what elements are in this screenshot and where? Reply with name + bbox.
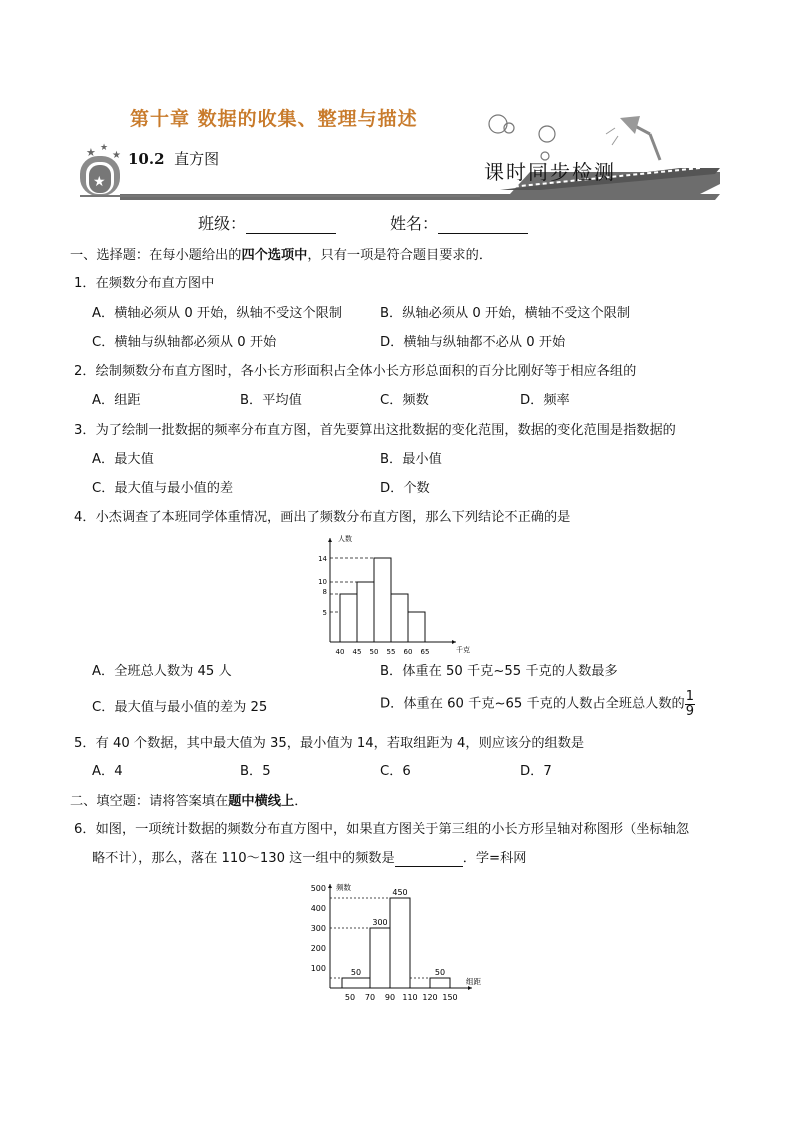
section-heading	[128, 148, 219, 169]
x-tick-label: 90	[384, 993, 396, 1002]
bar-value-label: 450	[392, 888, 408, 897]
section-title: 直方图	[174, 150, 220, 168]
q6-line1: 6．如图，一项统计数据的频数分布直方图中，如果直方图关于第三组的小长方形呈轴对称图形（坐标轴忽	[74, 822, 690, 837]
q2-option-b[interactable]: B．平均值	[240, 393, 302, 408]
y-tick-label: 100	[310, 964, 326, 973]
x-axis-arrow	[452, 640, 456, 644]
class-label: 班级：	[198, 214, 247, 233]
q4-histogram	[316, 530, 476, 660]
y-tick-label: 14	[318, 555, 327, 563]
y-tick-label: 500	[310, 884, 326, 893]
y-axis-arrow	[328, 538, 332, 542]
q4-option-b[interactable]: B．体重在 50 千克~55 千克的人数最多	[380, 664, 618, 679]
x-tick-label: 45	[352, 648, 362, 656]
q2-option-c[interactable]: C．频数	[380, 393, 429, 408]
y-axis-label: 人数	[338, 535, 352, 543]
class-blank[interactable]	[246, 216, 336, 234]
x-axis-label: 组距	[466, 977, 481, 986]
q3-option-b[interactable]: B．最小值	[380, 452, 442, 467]
class-field	[198, 211, 336, 234]
histogram-bar	[390, 898, 410, 988]
histogram-bar	[374, 558, 391, 642]
bar-value-label: 50	[434, 968, 446, 977]
x-tick-label: 150	[442, 993, 458, 1002]
section-number: 10.2	[128, 150, 165, 168]
q5-stem: 5．有 40 个数据，其中最大值为 35，最小值为 14，若取组距为 4，则应该分的组数是	[74, 736, 585, 751]
q4-stem: 4．小杰调查了本班同学体重情况，画出了频数分布直方图，那么下列结论不正确的是	[74, 510, 571, 525]
x-tick-label: 50	[369, 648, 379, 656]
x-tick-label: 60	[403, 648, 413, 656]
svg-text:★: ★	[100, 143, 109, 153]
svg-text:★: ★	[86, 146, 96, 159]
y-tick-label: 400	[310, 904, 326, 913]
y-tick-label: 8	[322, 588, 327, 596]
q3-stem: 3．为了绘制一批数据的频率分布直方图，首先要算出这批数据的变化范围，数据的变化范围是指数据的	[74, 423, 676, 438]
q3-option-d[interactable]: D．个数	[380, 481, 430, 496]
x-axis-arrow	[468, 986, 472, 990]
histogram-bar	[340, 594, 357, 642]
one-ninth-fraction: $\frac{1}{9}$	[685, 689, 694, 719]
x-tick-label: 50	[344, 993, 356, 1002]
svg-text:★: ★	[93, 174, 106, 190]
q4-option-c[interactable]: C．最大值与最小值的差为 25	[92, 700, 268, 715]
histogram-bar	[430, 978, 450, 988]
y-axis-arrow	[328, 884, 332, 888]
y-tick-label: 200	[310, 944, 326, 953]
name-label: 姓名：	[390, 214, 439, 233]
q1-stem: 1．在频数分布直方图中	[74, 276, 215, 291]
x-tick-label: 65	[420, 648, 430, 656]
histogram-bar	[342, 978, 370, 988]
q5-option-b[interactable]: B．5	[240, 764, 271, 779]
q1-option-a[interactable]: A．横轴必须从 0 开始，纵轴不受这个限制	[92, 306, 342, 321]
q2-option-d[interactable]: D．频率	[520, 393, 570, 408]
x-tick-label: 55	[386, 648, 396, 656]
stamp-text: 课时同步检测	[484, 160, 616, 184]
name-blank[interactable]	[438, 216, 528, 234]
bar-value-label: 50	[350, 968, 362, 977]
chapter-title: 第十章 数据的收集、整理与描述	[130, 108, 418, 130]
y-tick-label: 5	[322, 609, 327, 617]
q4-option-d[interactable]	[380, 690, 695, 719]
q5-option-a[interactable]: A．4	[92, 764, 123, 779]
name-field	[390, 211, 528, 234]
q6-answer-blank[interactable]	[395, 852, 463, 867]
q2-option-a[interactable]: A．组距	[92, 393, 141, 408]
q1-option-b[interactable]: B．纵轴必须从 0 开始，横轴不受这个限制	[380, 306, 631, 321]
y-tick-label: 300	[310, 924, 326, 933]
x-tick-label: 40	[335, 648, 345, 656]
histogram-bar	[391, 594, 408, 642]
svg-text:★: ★	[112, 150, 121, 161]
part2-heading: 二、填空题：请将答案填在题中横线上．	[70, 794, 308, 809]
q6-histogram	[300, 878, 500, 1016]
bar-value-label: 300	[372, 918, 388, 927]
q1-option-c[interactable]: C．横轴与纵轴都必须从 0 开始	[92, 335, 277, 350]
q4-option-a[interactable]: A．全班总人数为 45 人	[92, 664, 232, 679]
y-tick-label: 10	[318, 578, 327, 586]
q4-option-d-text: D．体重在 60 千克~65 千克的人数占全班总人数的	[380, 696, 685, 712]
x-tick-label: 120	[422, 993, 438, 1002]
histogram-bar	[408, 612, 425, 642]
q1-option-d[interactable]: D．横轴与纵轴都不必从 0 开始	[380, 335, 566, 350]
q3-option-a[interactable]: A．最大值	[92, 452, 154, 467]
q5-option-c[interactable]: C．6	[380, 764, 411, 779]
part1-heading: 一、选择题：在每小题给出的四个选项中，只有一项是符合题目要求的．	[70, 248, 492, 263]
x-tick-label: 110	[402, 993, 418, 1002]
q2-stem: 2．绘制频数分布直方图时，各小长方形面积占全体小长方形总面积的百分比刚好等于相应各组的	[74, 364, 637, 379]
histogram-bar	[370, 928, 390, 988]
q5-option-d[interactable]: D．7	[520, 764, 552, 779]
y-axis-label: 频数	[336, 883, 351, 892]
q3-option-c[interactable]: C．最大值与最小值的差	[92, 481, 234, 496]
q6-line2: 略不计），那么，落在 110～130 这一组中的频数是 ．学=科网	[92, 851, 527, 866]
x-axis-label: 千克	[456, 646, 470, 654]
histogram-bar	[357, 582, 374, 642]
x-tick-label: 70	[364, 993, 376, 1002]
